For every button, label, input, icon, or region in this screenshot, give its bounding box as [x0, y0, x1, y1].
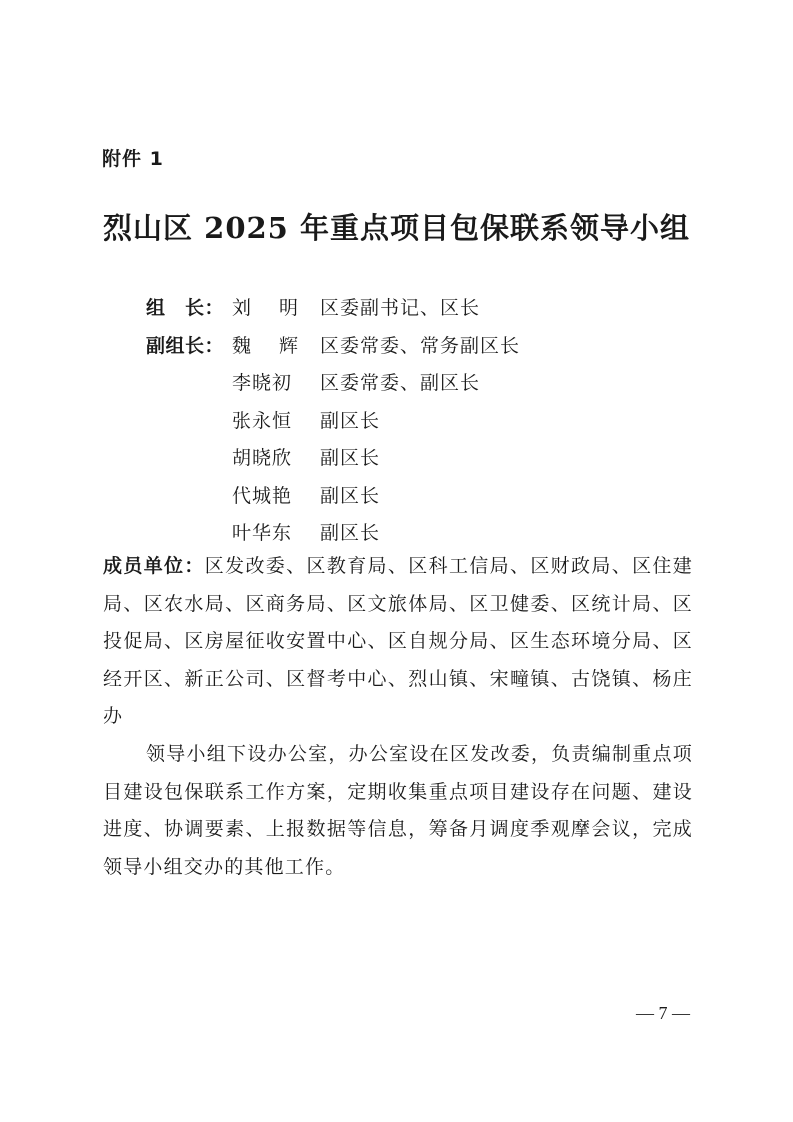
deputy-row	[146, 438, 520, 476]
leader-row	[146, 288, 520, 326]
leader-post: 区委副书记、区长	[320, 297, 481, 320]
office-paragraph: 领导小组下设办公室，办公室设在区发改委，负责编制重点项目建设包保联系工作方案，定期收集重点项目建设存在问题、建设进度、协调要素、上报数据等信息，筹备月调度季观摩会议，完成领导小组交办的其他工作。	[103, 743, 693, 878]
deputy-name: 代城艳	[232, 484, 293, 507]
deputy-row	[146, 513, 520, 551]
deputy-row	[146, 326, 520, 364]
deputy-name: 李晓初	[232, 372, 293, 395]
deputy-post: 区委常委、副区长	[320, 372, 481, 395]
attachment-label: 附件 1	[102, 148, 164, 170]
deputy-name: 胡晓欣	[232, 447, 293, 470]
deputy-role-label: 副组长：	[146, 334, 225, 357]
member-units-text: 区发改委、区教育局、区科工信局、区财政局、区住建局、区农水局、区商务局、区文旅体局、区卫健委、区统计局、区投促局、区房屋征收安置中心、区自规分局、区生态环境分局、区经开区、新正公司、区督考中心、烈山镇、宋疃镇、古饶镇、杨庄办	[103, 555, 693, 728]
deputy-row	[146, 476, 520, 514]
leader-name: 刘 明	[232, 297, 300, 320]
deputy-post: 副区长	[320, 484, 381, 507]
member-units-label: 成员单位：	[103, 555, 205, 577]
deputy-row	[146, 401, 520, 439]
page-number: — 7 —	[636, 1003, 690, 1023]
deputy-post: 区委常委、常务副区长	[320, 334, 521, 357]
leader-role-label: 组 长：	[146, 297, 225, 320]
deputy-post: 副区长	[320, 522, 381, 545]
deputy-post: 副区长	[320, 447, 381, 470]
deputy-name: 魏 辉	[232, 334, 300, 357]
deputy-post: 副区长	[320, 409, 381, 432]
document-title: 烈山区 2025 年重点项目包保联系领导小组	[103, 211, 690, 245]
deputy-name: 张永恒	[232, 409, 293, 432]
deputy-row	[146, 363, 520, 401]
leadership-roster	[146, 288, 520, 551]
deputy-name: 叶华东	[232, 522, 293, 545]
member-units-paragraph	[103, 548, 693, 736]
